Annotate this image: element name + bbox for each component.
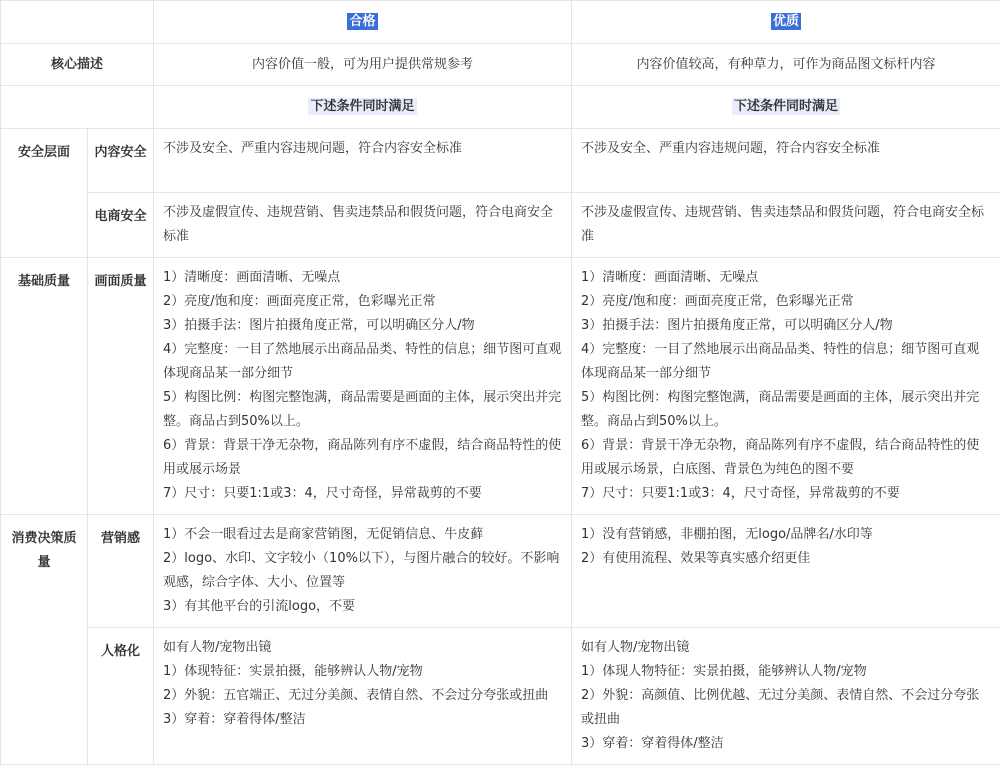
list-item: 2）外貌：高颜值、比例优越、无过分美颜、表情自然、不会过分夸张或扭曲 bbox=[581, 688, 980, 727]
ecommerce-safety-label: 电商安全 bbox=[88, 193, 154, 258]
marketing-qualified bbox=[154, 515, 572, 628]
core-desc-qualified: 内容价值一般，可为用户提供常规参考 bbox=[154, 44, 572, 86]
marketing-premium bbox=[572, 515, 1000, 628]
list-item: 7）尺寸：只要1:1或3：4，尺寸奇怪，异常裁剪的不要 bbox=[581, 486, 900, 501]
image-quality-qualified bbox=[154, 258, 572, 515]
list-item: 4）完整度：一目了然地展示出商品品类、特性的信息；细节图可直观体现商品某一部分细节 bbox=[581, 342, 980, 381]
core-desc-row bbox=[1, 44, 1000, 86]
image-quality-label: 画面质量 bbox=[88, 258, 154, 515]
content-safety-premium: 不涉及安全、严重内容违规问题，符合内容安全标准 bbox=[572, 129, 1000, 193]
consumer-marketing-row bbox=[1, 515, 1000, 628]
ecommerce-safety-qualified: 不涉及虚假宣传、违规营销、售卖违禁品和假货问题，符合电商安全标准 bbox=[154, 193, 572, 258]
core-desc-premium: 内容价值较高，有种草力，可作为商品图文标杆内容 bbox=[572, 44, 1000, 86]
list-item: 3）有其他平台的引流logo，不要 bbox=[163, 599, 356, 614]
ecommerce-safety-premium: 不涉及虚假宣传、违规营销、售卖违禁品和假货问题，符合电商安全标准 bbox=[572, 193, 1000, 258]
list-item: 6）背景：背景干净无杂物，商品陈列有序不虚假，结合商品特性的使用或展示场景 bbox=[163, 438, 562, 477]
list-item: 如有人物/宠物出镜 bbox=[163, 640, 272, 655]
safety-ecommerce-row bbox=[1, 193, 1000, 258]
condition-premium: 下述条件同时满足 bbox=[572, 86, 1000, 129]
list-item: 如有人物/宠物出镜 bbox=[581, 640, 690, 655]
consumer-quality-label: 消费决策质量 bbox=[1, 515, 88, 765]
list-item: 1）清晰度：画面清晰、无噪点 bbox=[163, 270, 341, 285]
basic-quality-label: 基础质量 bbox=[1, 258, 88, 515]
persona-premium bbox=[572, 628, 1000, 765]
list-item: 1）没有营销感，非棚拍图，无logo/品牌名/水印等 bbox=[581, 527, 873, 542]
list-item: 1）体现人物特征：实景拍摄，能够辨认人物/宠物 bbox=[581, 664, 867, 679]
list-item: 2）logo、水印、文字较小（10%以下），与图片融合的较好。不影响观感，综合字体、大小、位置等 bbox=[163, 551, 560, 590]
condition-qualified: 下述条件同时满足 bbox=[154, 86, 572, 129]
list-item: 1）清晰度：画面清晰、无噪点 bbox=[581, 270, 759, 285]
list-item: 3）穿着：穿着得体/整洁 bbox=[163, 712, 306, 727]
consumer-persona-row bbox=[1, 628, 1000, 765]
list-item: 2）有使用流程、效果等真实感介绍更佳 bbox=[581, 551, 811, 566]
list-item: 1）体现特征：实景拍摄，能够辨认人物/宠物 bbox=[163, 664, 423, 679]
list-item: 2）亮度/饱和度：画面亮度正常，色彩曝光正常 bbox=[581, 294, 854, 309]
list-item: 5）构图比例：构图完整饱满，商品需要是画面的主体，展示突出并完整。商品占到50%以上。 bbox=[581, 390, 980, 429]
condition-blank bbox=[1, 86, 154, 129]
core-desc-label: 核心描述 bbox=[1, 44, 154, 86]
list-item: 7）尺寸：只要1:1或3：4，尺寸奇怪，异常裁剪的不要 bbox=[163, 486, 482, 501]
basic-image-row bbox=[1, 258, 1000, 515]
list-item: 1）不会一眼看过去是商家营销图，无促销信息、牛皮藓 bbox=[163, 527, 484, 542]
column-header-qualified: 合格 bbox=[154, 1, 572, 44]
list-item: 5）构图比例：构图完整饱满，商品需要是画面的主体，展示突出并完整。商品占到50%以上。 bbox=[163, 390, 562, 429]
list-item: 4）完整度：一目了然地展示出商品品类、特性的信息；细节图可直观体现商品某一部分细节 bbox=[163, 342, 562, 381]
safety-label: 安全层面 bbox=[1, 129, 88, 258]
condition-row bbox=[1, 86, 1000, 129]
list-item: 3）穿着：穿着得体/整洁 bbox=[581, 736, 724, 751]
image-quality-premium bbox=[572, 258, 1000, 515]
content-safety-qualified: 不涉及安全、严重内容违规问题，符合内容安全标准 bbox=[154, 129, 572, 193]
content-safety-label: 内容安全 bbox=[88, 129, 154, 193]
list-item: 6）背景：背景干净无杂物，商品陈列有序不虚假，结合商品特性的使用或展示场景，白底图、背景色为纯色的图不要 bbox=[581, 438, 980, 477]
header-row bbox=[1, 1, 1000, 44]
persona-label: 人格化 bbox=[88, 628, 154, 765]
list-item: 2）外貌：五官端正、无过分美颜、表情自然、不会过分夸张或扭曲 bbox=[163, 688, 549, 703]
corner-cell bbox=[1, 1, 154, 44]
list-item: 3）拍摄手法：图片拍摄角度正常，可以明确区分人/物 bbox=[581, 318, 893, 333]
safety-content-row bbox=[1, 129, 1000, 193]
list-item: 3）拍摄手法：图片拍摄角度正常，可以明确区分人/物 bbox=[163, 318, 475, 333]
marketing-label: 营销感 bbox=[88, 515, 154, 628]
list-item: 2）亮度/饱和度：画面亮度正常，色彩曝光正常 bbox=[163, 294, 436, 309]
column-header-premium: 优质 bbox=[572, 1, 1000, 44]
persona-qualified bbox=[154, 628, 572, 765]
